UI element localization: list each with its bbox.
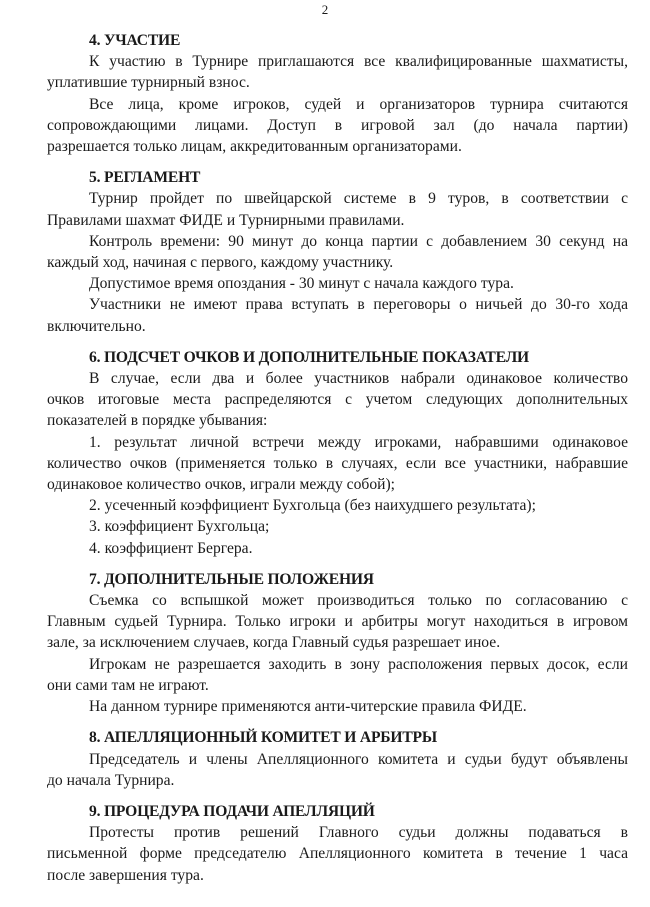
text-line: разрешается только лицам, аккредитованным организаторами. (47, 138, 462, 156)
text-line: очков итоговые места распределяются с учетом следующих дополнительных (47, 391, 628, 409)
text-line: Главным судьей Турнира. Только игроки и арбитры могут находиться в игровом (47, 613, 628, 631)
section-spacer (47, 791, 628, 801)
text-line: К участию в Турнире приглашаются все квалифицированные шахматисты, (89, 53, 628, 71)
text-line: включительно. (47, 317, 146, 335)
section-spacer (47, 337, 628, 347)
text-line: они сами там не играют. (47, 676, 209, 694)
section-spacer (47, 559, 628, 569)
text-line: Турнир пройдет по швейцарской системе в 9 туров, в соответствии с (89, 190, 628, 208)
text-line: Председатель и члены Апелляционного комитета и судьи будут объявлены (89, 750, 628, 768)
text-line: В случае, если два и более участников набрали одинаковое количество (89, 370, 628, 388)
text-line: Игрокам не разрешается заходить в зону расположения первых досок, если (89, 655, 628, 673)
text-line: количество очков (применяется только в случаях, если все участники, набравшие (47, 454, 628, 472)
page-number: 2 (321, 2, 329, 17)
section (47, 347, 628, 559)
text-line: зале, за исключением случаев, когда Главный судья разрешает иное. (47, 634, 501, 652)
text-line: На данном турнире применяются анти-читерские правила ФИДЕ. (89, 698, 527, 716)
text-line: Допустимое время опоздания - 30 минут с начала каждого тура. (89, 275, 514, 293)
section (47, 167, 628, 337)
text-line: Съемка со вспышкой может производиться только по согласованию с (89, 592, 628, 610)
text-line: 2. усеченный коэффициент Бухгольца (без наихудшего результата); (89, 497, 536, 515)
section (47, 30, 628, 157)
section-heading: 4. УЧАСТИЕ (89, 32, 181, 49)
section-heading: 6. ПОДСЧЕТ ОЧКОВ И ДОПОЛНИТЕЛЬНЫЕ ПОКАЗАТЕЛИ (89, 348, 529, 366)
text-line: Контроль времени: 90 минут до конца партии с добавлением 30 секунд на (89, 232, 628, 250)
section-heading: 8. АПЕЛЛЯЦИОННЫЙ КОМИТЕТ И АРБИТРЫ (89, 729, 437, 747)
text-line: Правилами шахмат ФИДЕ и Турнирными правилами. (47, 211, 405, 229)
text-line: Все лица, кроме игроков, судей и организаторов турнира считаются (89, 95, 628, 113)
text-line: 3. коэффициент Бухгольца; (89, 518, 270, 536)
text-line: до начала Турнира. (47, 771, 175, 789)
section-spacer (47, 157, 628, 167)
section-heading: 7. ДОПОЛНИТЕЛЬНЫЕ ПОЛОЖЕНИЯ (89, 570, 374, 588)
text-line: 1. результат личной встречи между игроками, набравшими одинаковое (89, 433, 628, 451)
text-line: каждый ход, начиная с первого, каждому участнику. (47, 254, 394, 272)
section-heading: 9. ПРОЦЕДУРА ПОДАЧИ АПЕЛЛЯЦИЙ (89, 802, 375, 820)
text-line: Участники не имеют права вступать в переговоры о ничьей до 30-го хода (89, 296, 628, 314)
document-body (47, 30, 628, 886)
section-spacer (47, 717, 628, 727)
text-line: 4. коэффициент Бергера. (89, 539, 253, 557)
text-line: сопровождающими лицами. Доступ в игровой зал (до начала партии) (47, 116, 628, 134)
section (47, 801, 628, 886)
text-line: после завершения тура. (47, 866, 204, 884)
text-line: одинаковое количество очков, играли между собой); (47, 476, 395, 494)
section (47, 569, 628, 717)
text-line: уплатившие турнирный взнос. (47, 74, 250, 92)
section-heading: 5. РЕГЛАМЕНТ (89, 169, 201, 187)
text-line: Протесты против решений Главного судьи должны подаваться в (89, 824, 628, 842)
text-line: показателей в порядке убывания: (47, 412, 268, 430)
text-line: письменной форме председателю Апелляционного комитета в течение 1 часа (47, 845, 628, 863)
section (47, 727, 628, 791)
